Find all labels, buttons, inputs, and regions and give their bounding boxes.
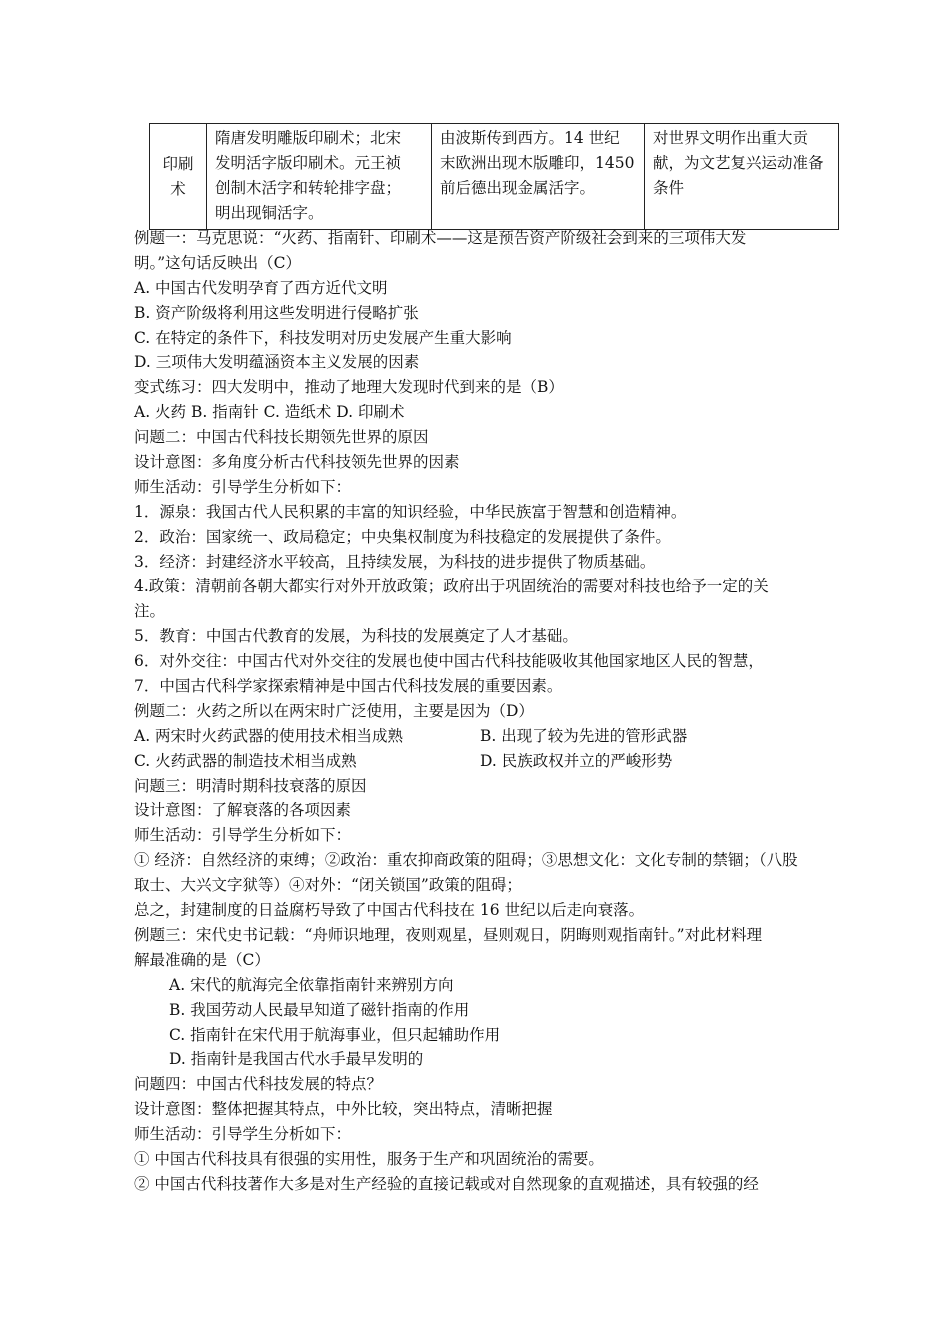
- cell-line: 由波斯传到西方。14 世纪: [440, 129, 620, 147]
- text-line: 例题一：马克思说：“火药、指南针、印刷术——这是预告资产阶级社会到来的三项伟大发: [134, 229, 747, 247]
- text-line: A. 火药 B. 指南针 C. 造纸术 D. 印刷术: [134, 403, 405, 422]
- invention-table: [149, 123, 839, 230]
- table-cell-spread: [432, 124, 645, 230]
- cell-line: 创制木活字和转轮排字盘；: [215, 179, 402, 197]
- text-line: 明。”这句话反映出（C）: [134, 253, 302, 272]
- option-row: [134, 749, 824, 774]
- cell-line: 末欧洲出现木版雕印，1450: [440, 154, 635, 172]
- text-line: ① 中国古代科技具有很强的实用性，服务于生产和巩固统治的需要。: [134, 1149, 604, 1168]
- text-line: 问题二：中国古代科技长期领先世界的原因: [134, 428, 429, 447]
- table-row: [150, 124, 839, 230]
- text-line: 总之，封建制度的日益腐朽导致了中国古代科技在 16 世纪以后走向衰落。: [134, 901, 645, 920]
- cell-line: 献，为文艺复兴运动准备: [653, 154, 824, 172]
- text-line: 6．对外交往：中国古代对外交往的发展也使中国古代科技能吸收其他国家地区人民的智慧，: [134, 652, 764, 671]
- option-b: B. 出现了较为先进的管形武器: [480, 726, 688, 745]
- option-c: C. 指南针在宋代用于航海事业，但只起辅助作用: [169, 1025, 501, 1044]
- option-row: [134, 724, 824, 749]
- text-line: D. 三项伟大发明蕴涵资本主义发展的因素: [134, 353, 420, 372]
- option-d: D. 民族政权并立的严峻形势: [480, 751, 673, 770]
- table-cell-label: [150, 124, 207, 230]
- option-c: C. 火药武器的制造技术相当成熟: [134, 751, 357, 770]
- cell-line: 条件: [653, 179, 685, 197]
- text-line: 设计意图：整体把握其特点，中外比较，突出特点，清晰把握: [134, 1100, 553, 1119]
- text-line: 取士、大兴文字狱等）④对外：“闭关锁国”政策的阻碍；: [134, 876, 522, 895]
- text-line: 7．中国古代科学家探索精神是中国古代科技发展的重要因素。: [134, 677, 563, 696]
- text-line: 解最准确的是（C）: [134, 950, 270, 969]
- text-line: 问题三：明清时期科技衰落的原因: [134, 776, 367, 795]
- text-line: B. 资产阶级将利用这些发明进行侵略扩张: [134, 303, 419, 322]
- option-a: A. 两宋时火药武器的使用技术相当成熟: [134, 726, 404, 745]
- cell-line: 前后德出现金属活字。: [440, 179, 596, 197]
- text-line: 变式练习：四大发明中，推动了地理大发现时代到来的是（B）: [134, 378, 564, 397]
- option-b: B. 我国劳动人民最早知道了磁针指南的作用: [169, 1000, 470, 1019]
- text-line: 设计意图：多角度分析古代科技领先世界的因素: [134, 453, 460, 472]
- text-line: 5．教育：中国古代教育的发展，为科技的发展奠定了人才基础。: [134, 627, 578, 646]
- text-line: 2．政治：国家统一、政局稳定；中央集权制度为科技稳定的发展提供了条件。: [134, 527, 671, 546]
- text-line: C. 在特定的条件下，科技发明对历史发展产生重大影响: [134, 328, 512, 347]
- text-line: 例题三：宋代史书记载：“舟师识地理，夜则观星，昼则观日，阴晦则观指南针。”对此材料理: [134, 925, 763, 944]
- option-d: D. 指南针是我国古代水手最早发明的: [169, 1050, 424, 1069]
- text-line: 例题二：火药之所以在两宋时广泛使用，主要是因为（D）: [134, 701, 534, 720]
- text-line: 师生活动：引导学生分析如下：: [134, 477, 352, 496]
- text-line: 师生活动：引导学生分析如下：: [134, 1125, 352, 1144]
- text-line: 3．经济：封建经济水平较高，且持续发展，为科技的进步提供了物质基础。: [134, 552, 656, 571]
- cell-line: 明出现铜活字。: [215, 204, 324, 222]
- text-line: 4.政策：清朝前各朝大都实行对外开放政策；政府出于巩固统治的需要对科技也给予一定的关: [134, 577, 769, 596]
- table-cell-impact: [645, 124, 839, 230]
- text-line: A. 中国古代发明孕育了西方近代文明: [134, 278, 388, 297]
- document-body: [134, 226, 824, 1197]
- text-line: ② 中国古代科技著作大多是对生产经验的直接记载或对自然现象的直观描述，具有较强的经: [134, 1174, 759, 1193]
- cell-label-line: 术: [170, 179, 186, 198]
- text-line: ① 经济：自然经济的束缚；②政治：重农抑商政策的阻碍；③思想文化：文化专制的禁锢；（八股: [134, 851, 798, 870]
- table-cell-china: [207, 124, 432, 230]
- option-a: A. 宋代的航海完全依靠指南针来辨别方向: [169, 975, 454, 994]
- text-line: 师生活动：引导学生分析如下：: [134, 826, 352, 845]
- cell-label-line: 印刷: [162, 154, 194, 173]
- text-line: 1．源泉：我国古代人民积累的丰富的知识经验，中华民族富于智慧和创造精神。: [134, 502, 687, 521]
- cell-line: 发明活字版印刷术。元王祯: [215, 154, 402, 172]
- cell-line: 对世界文明作出重大贡: [653, 129, 809, 147]
- cell-line: 隋唐发明雕版印刷术；北宋: [215, 129, 402, 147]
- text-line: 问题四：中国古代科技发展的特点？: [134, 1075, 383, 1094]
- text-line: 设计意图：了解衰落的各项因素: [134, 801, 352, 820]
- text-line: 注。: [134, 602, 166, 621]
